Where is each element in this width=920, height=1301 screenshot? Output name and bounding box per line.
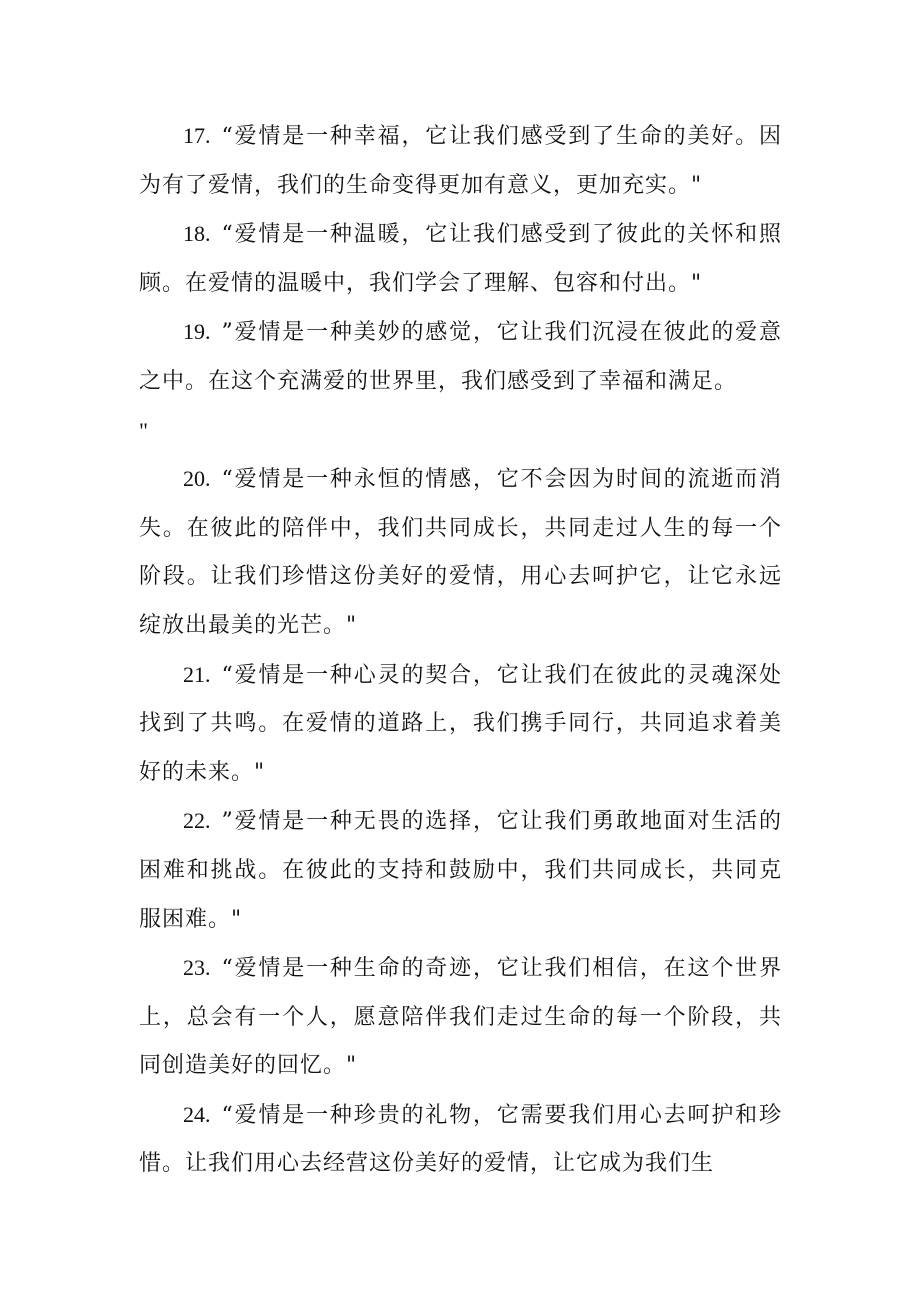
paragraph-19 — [139, 308, 782, 406]
paragraph-number: 21. — [183, 661, 211, 687]
paragraph-text: “爱情是一种心灵的契合，它让我们在彼此的灵魂深处找到了共鸣。在爱情的道路上，我们携手同行，共同追求着美好的未来。" — [139, 662, 782, 785]
paragraph-text: “爱情是一种温暖，它让我们感受到了彼此的关怀和照顾。在爱情的温暖中，我们学会了理解、包容和付出。" — [139, 222, 782, 296]
paragraph-text: “爱情是一种珍贵的礼物，它需要我们用心去呵护和珍惜。让我们用心去经营这份美好的爱情，让它成为我们生 — [139, 1102, 782, 1177]
paragraph-number: 18. — [183, 221, 211, 247]
paragraph-text: “爱情是一种幸福，它让我们感受到了生命的美好。因为有了爱情，我们的生命变得更加有意义，更加充实。" — [139, 124, 782, 198]
paragraph-23 — [139, 944, 782, 1091]
stray-quote-mark: " — [139, 417, 149, 443]
paragraph-22 — [139, 797, 782, 944]
paragraph-17 — [139, 112, 782, 210]
paragraph-24 — [139, 1091, 782, 1189]
paragraph-number: 20. — [183, 466, 211, 492]
paragraph-text: ”爱情是一种无畏的选择，它让我们勇敢地面对生活的困难和挑战。在彼此的支持和鼓励中，我们共同成长，共同克服困难。" — [139, 809, 782, 932]
paragraph-21 — [139, 651, 782, 798]
document-body — [139, 112, 782, 1189]
paragraph-20 — [139, 455, 782, 650]
paragraph-number: 22. — [183, 808, 211, 834]
paragraph-number: 23. — [183, 955, 211, 981]
paragraph-text: “爱情是一种生命的奇迹，它让我们相信，在这个世界上，总会有一个人，愿意陪伴我们走过生命的每一个阶段，共同创造美好的回忆。" — [139, 956, 782, 1079]
paragraph-text: “爱情是一种永恒的情感，它不会因为时间的流逝而消失。在彼此的陪伴中，我们共同成长，共同走过人生的每一个阶段。让我们珍惜这份美好的爱情，用心去呵护它，让它永远绽放出最美的光芒。" — [139, 467, 782, 638]
paragraph-number: 24. — [183, 1101, 211, 1127]
paragraph-number: 17. — [183, 123, 211, 148]
paragraph-number: 19. — [183, 319, 211, 345]
paragraph-18 — [139, 210, 782, 308]
paragraph-text: ”爱情是一种美妙的感觉，它让我们沉浸在彼此的爱意之中。在这个充满爱的世界里，我们感受到了幸福和满足。 — [139, 320, 782, 394]
